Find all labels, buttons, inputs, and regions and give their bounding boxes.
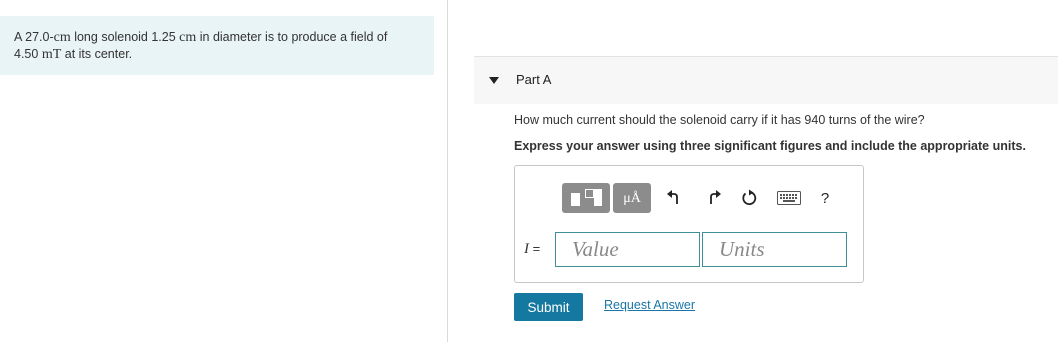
keyboard-glyph	[777, 191, 801, 205]
collapse-caret-icon[interactable]	[489, 77, 499, 84]
problem-text-part: A 27.0-	[14, 30, 54, 44]
question-text: How much current should the solenoid carry if it has 940 turns of the wire?	[514, 113, 925, 127]
templates-icon[interactable]	[562, 183, 610, 213]
undo-icon[interactable]	[664, 186, 686, 210]
reset-icon[interactable]	[738, 186, 760, 210]
unit-cm: cm	[179, 30, 197, 45]
units-field[interactable]	[702, 232, 847, 267]
submit-button[interactable]: Submit	[514, 293, 583, 321]
problem-text-part: at its center.	[61, 47, 133, 61]
undo-arrow	[666, 189, 684, 207]
variable-symbol: I	[524, 241, 529, 257]
problem-text	[14, 29, 424, 63]
part-header[interactable]	[474, 56, 1058, 104]
redo-icon[interactable]	[702, 186, 724, 210]
problem-text-part: long solenoid 1.25	[70, 30, 180, 44]
template-block	[571, 193, 580, 206]
instruction-text: Express your answer using three significant figures and include the appropriate units.	[514, 139, 1026, 153]
units-input[interactable]	[703, 233, 846, 266]
reset-arrow	[740, 189, 758, 207]
template-block	[594, 189, 602, 206]
equals-sign: =	[529, 241, 541, 256]
problem-statement	[0, 16, 434, 75]
unit-cm: cm	[53, 30, 71, 45]
units-icon[interactable]: μÅ	[613, 183, 651, 213]
template-block	[585, 189, 594, 198]
problem-text-part: 4.50	[14, 47, 42, 61]
value-input[interactable]	[556, 233, 699, 266]
problem-text-part: in diameter is to produce a field of	[196, 30, 388, 44]
keyboard-icon[interactable]	[776, 186, 802, 210]
column-divider	[447, 0, 448, 342]
redo-arrow	[704, 189, 722, 207]
help-icon[interactable]: ?	[820, 189, 830, 207]
unit-mt: mT	[41, 47, 62, 62]
answer-variable-label	[524, 241, 540, 258]
part-title[interactable]: Part A	[516, 72, 552, 87]
request-answer-link[interactable]: Request Answer	[604, 298, 696, 312]
value-field[interactable]	[555, 232, 700, 267]
